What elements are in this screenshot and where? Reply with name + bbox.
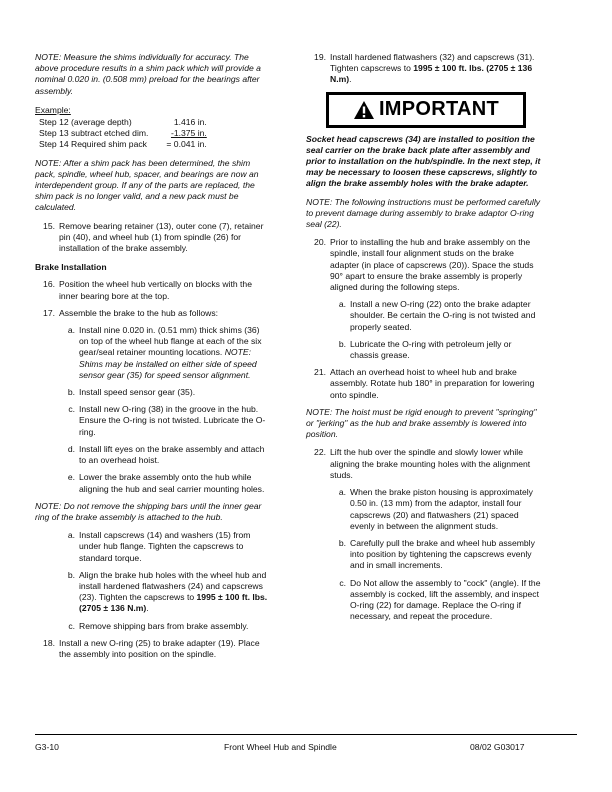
step-16: [35, 279, 271, 301]
substep-17b: [61, 387, 271, 398]
substep-text: Install new O-ring (38) in the groove in the hub. Ensure the O-ring is not twisted. Lubricate the O-ring.: [79, 404, 266, 437]
step-text: Remove bearing retainer (13), outer cone (7), retainer pin (40), and wheel hub (1) from spindle (26) for installation of the brake assembly.: [59, 220, 264, 254]
substep-text: Lower the brake assembly onto the hub while aligning the hub and seal carrier mounting holes.: [79, 472, 265, 494]
section-heading-brake-installation: Brake Installation: [35, 262, 107, 273]
substep-text: Install lift eyes on the brake assembly and attach to an overhead hoist.: [79, 443, 265, 466]
substep-letter: a.: [67, 530, 75, 541]
example-value: 1.416 in.: [173, 117, 207, 128]
substep-letter: b.: [67, 387, 75, 398]
sentence-end: .: [146, 603, 149, 614]
substep-letter: b.: [338, 537, 346, 548]
page-number: G3-10: [35, 742, 59, 752]
step-body: Install hardened flatwashers (32) and capscrews (31). Tighten capscrews to: [330, 52, 535, 74]
example-value: = 0.041 in.: [166, 139, 207, 150]
torque-spec: 1995 ± 100 ft. lbs. (2705 ± 136 N.m): [330, 63, 533, 85]
sentence-end: .: [349, 74, 352, 85]
example-label: Step 14 Required shim pack: [39, 139, 147, 150]
step-text: Install a new O-ring (25) to brake adapter (19). Place the assembly into position on the spindle.: [59, 637, 260, 659]
substep-text: Install capscrews (14) and washers (15) from under hub flange. Tighten the capscrews to standard torque.: [79, 530, 251, 563]
substep-letter: a.: [67, 325, 75, 336]
substep-letter: e.: [67, 472, 75, 483]
note-hoist: NOTE: The hoist must be rigid enough to prevent "springing" or "jerking" as the hub and brake assembly is lowered into position.: [306, 406, 537, 440]
substep-17e: [61, 472, 271, 494]
footer-divider: [35, 734, 577, 735]
example-value: -1.375 in.: [170, 128, 207, 139]
inline-note: NOTE: Shims may be installed on either side of speed sensor gear (35) for speed sensor alignment.: [79, 347, 257, 380]
step-text: Position the wheel hub vertically on blocks with the inner bearing bore at the top.: [59, 279, 252, 301]
substep-text: Carefully pull the brake and wheel hub assembly into position by tightening the capscrews evenly and in small increments.: [350, 537, 535, 571]
substep-letter: a.: [338, 487, 346, 498]
step-number: 15.: [43, 220, 55, 231]
substep-body: Align the brake hub holes with the wheel hub and install hardened flatwashers (24) and capscrews (23). Tighten the capscrews to: [79, 569, 267, 603]
substep-22a: [332, 487, 542, 532]
substep-17a: [61, 325, 271, 381]
step-20: [306, 237, 542, 293]
step-text: Attach an overhead hoist to wheel hub and brake assembly. Rotate hub 180° in preparation for lowering onto spindle.: [330, 367, 535, 400]
substep-letter: c.: [339, 577, 346, 588]
step-21: [306, 367, 542, 401]
step-number: 18.: [43, 637, 55, 648]
example-label: Step 12 (average depth): [39, 117, 132, 128]
substep-20b: [332, 339, 542, 361]
substep-text: Install a new O-ring (22) onto the brake adapter shoulder. Be certain the O-ring is not twisted and properly seated.: [350, 299, 536, 332]
substep-a: [61, 530, 271, 564]
example-row: [39, 117, 207, 128]
step-text: Assemble the brake to the hub as follows:: [59, 307, 219, 318]
substep-17d: [61, 444, 271, 466]
step-text: [330, 52, 542, 86]
substep-letter: a.: [338, 299, 346, 310]
substep-letter: b.: [338, 338, 346, 349]
substep-letter: b.: [67, 569, 75, 580]
substep-17c: [61, 404, 271, 438]
torque-spec: 1995 ± 100 ft. lbs. (2705 ± 136 N.m): [79, 592, 268, 614]
step-number: 16.: [43, 279, 55, 290]
step-15: [35, 221, 271, 255]
substep-20a: [332, 299, 542, 333]
step-18: [35, 638, 271, 660]
example-row: [39, 128, 207, 139]
important-banner: [326, 92, 526, 128]
step-number: 21.: [314, 367, 326, 378]
example-row: [39, 139, 207, 150]
substep-22b: [332, 538, 542, 572]
step-17: [35, 308, 271, 319]
note-shim-measure: NOTE: Measure the shims individually for accuracy. The above procedure results in a shim pack which will provide a nominal 0.020 in. (0.508 mm) preload for the bearings after assembly.: [35, 52, 261, 96]
substep-letter: c.: [68, 404, 75, 415]
warning-text: Socket head capscrews (34) are installed to position the seal carrier on the brake back plate after assembly and prior to installation on the hub/spindle. In the next step, it may be necessary to loosen these capscrews, slightly to align the brake assembly holes with the brake adapter.: [306, 133, 541, 189]
step-number: 20.: [314, 237, 326, 248]
section-title: Front Wheel Hub and Spindle: [224, 742, 337, 752]
note-oring-care: NOTE: The following instructions must be performed carefully to prevent damage during assembly to brake adaptor O-ring seal (22).: [306, 196, 541, 230]
step-22: [306, 447, 542, 481]
step-number: 19.: [314, 52, 326, 62]
substep-text: Remove shipping bars from brake assembly.: [79, 620, 249, 631]
step-text: Prior to installing the hub and brake assembly on the spindle, install four alignment studs on the brake adapter (in place of capscrews (20)). Space the studs 90° apart to ensure the brake assembly is properly aligned during the following steps.: [330, 237, 534, 293]
example-table: [39, 117, 207, 151]
substep-text: Install speed sensor gear (35).: [79, 387, 196, 398]
substep-text: [79, 570, 271, 615]
substep-text: When the brake piston housing is approximately 0.50 in. (13 mm) from the adaptor, install four capscrews (20) and flatwashers (21) spaced evenly in between the alignment studs.: [350, 487, 533, 531]
substep-text: [79, 325, 271, 381]
substep-text: Do Not allow the assembly to "cock" (angle). If the assembly is cocked, lift the assembly, and inspect O-ring (22) for damage. Replace the O-ring if necessary, and repeat the procedure.: [350, 577, 541, 622]
left-column: [35, 52, 271, 666]
step-text: Lift the hub over the spindle and slowly lower while aligning the brake mounting holes with the alignment studs.: [330, 447, 531, 480]
important-label: IMPORTANT: [378, 98, 500, 120]
warning-triangle-icon: [353, 100, 375, 120]
substep-22c: [332, 578, 542, 623]
note-shipping-bars: NOTE: Do not remove the shipping bars until the inner gear ring of the brake assembly is attached to the hub.: [35, 500, 262, 522]
example-label: Step 13 subtract etched dim.: [39, 128, 149, 139]
step-number: 22.: [314, 447, 326, 458]
substep-text: Lubricate the O-ring with petroleum jelly or chassis grease.: [350, 338, 512, 361]
example-title: Example:: [35, 104, 71, 115]
right-column: [306, 52, 542, 628]
step-19: [306, 52, 542, 86]
substep-letter: c.: [68, 620, 75, 631]
substep-c: [61, 621, 271, 632]
step-number: 17.: [43, 307, 55, 318]
substep-body: Install nine 0.020 in. (0.51 mm) thick shims (36) on top of the wheel hub flange at each of the six gear/seal retainer mounting locations.: [79, 325, 262, 358]
document-code: 08/02 G03017: [470, 742, 525, 752]
substep-letter: d.: [67, 443, 75, 454]
note-shim-pack: NOTE: After a shim pack has been determined, the shim pack, spindle, wheel hub, spacer, and bearings are now an interdependent group. If any of the parts are replaced, the shim pack is no longer valid, and a new pack must be calculated.: [35, 157, 259, 213]
substep-b: [61, 570, 271, 615]
